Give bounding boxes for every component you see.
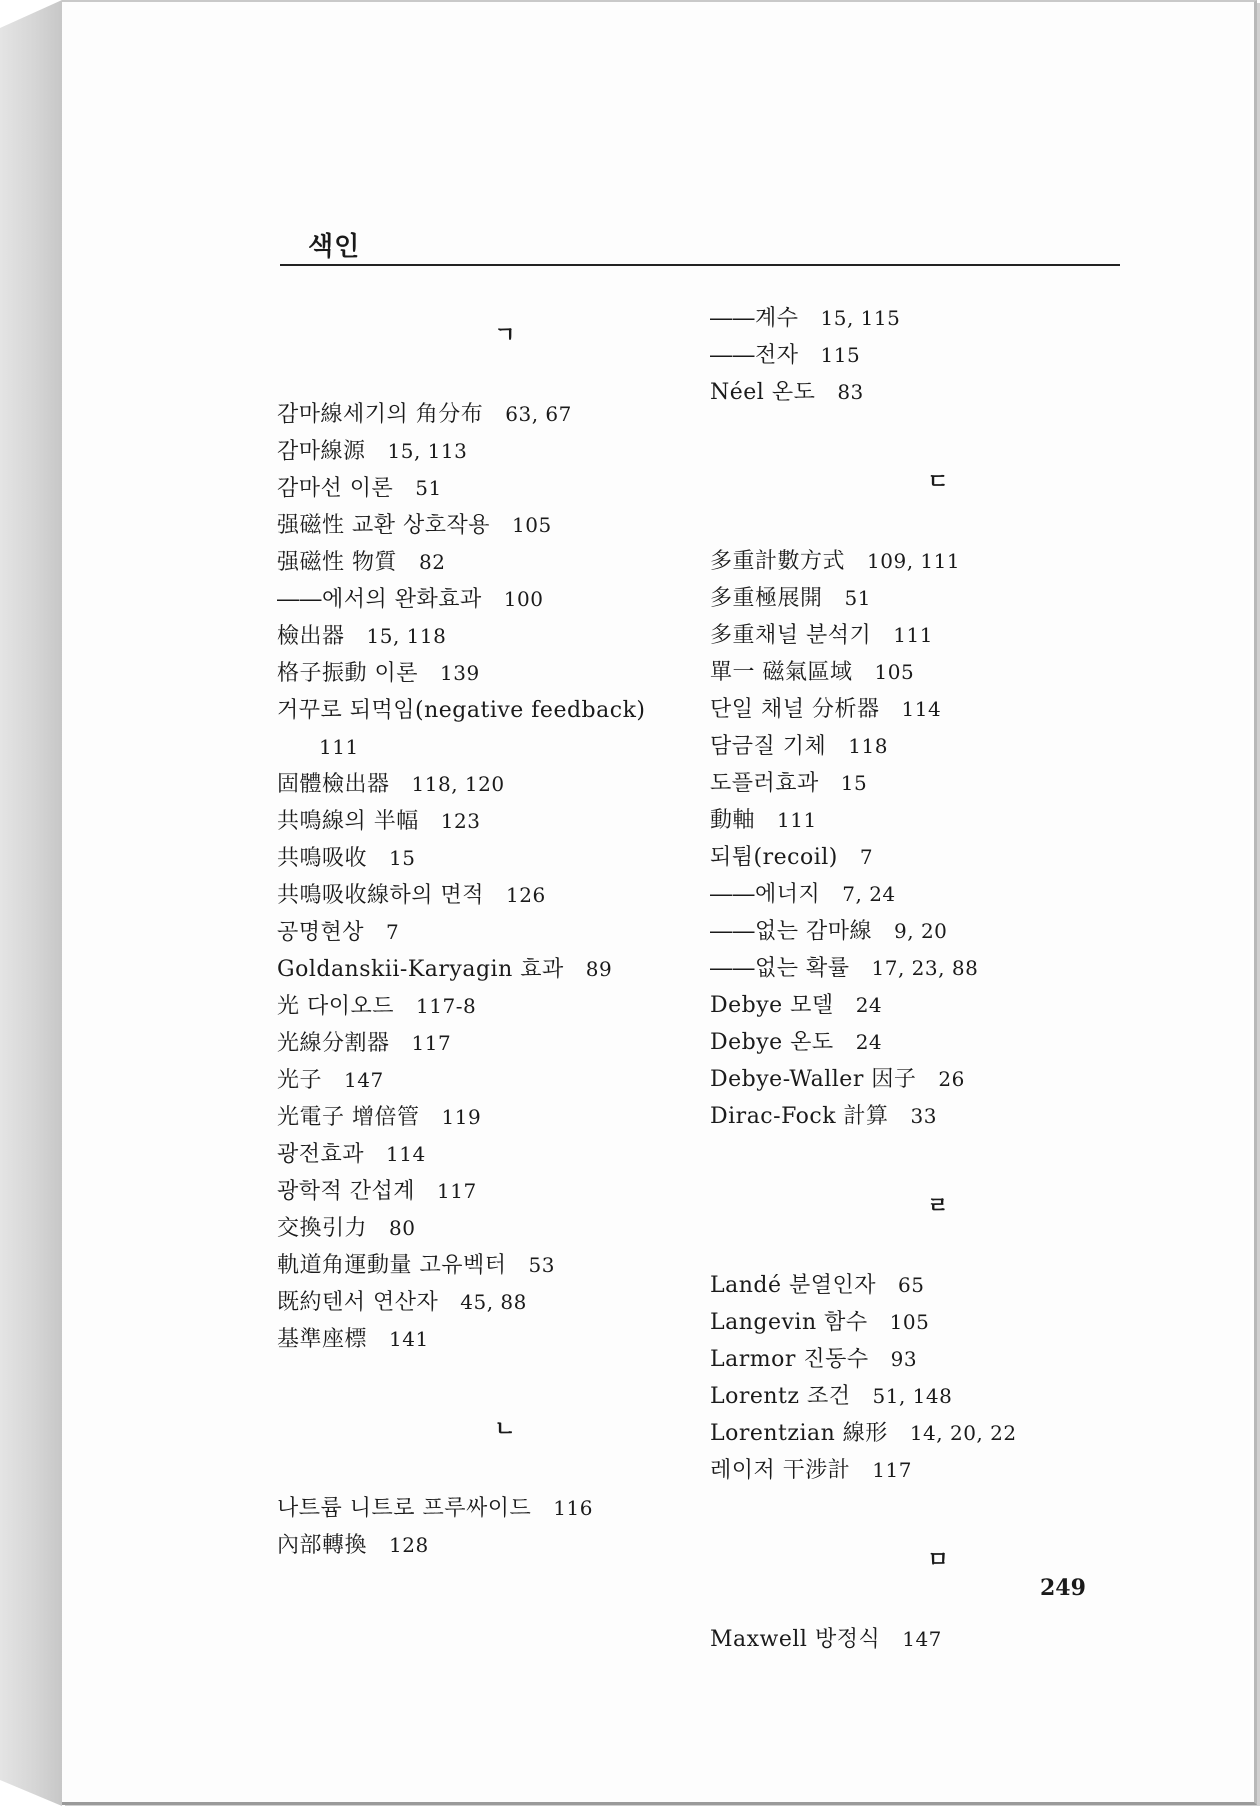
section-gap [708,1489,1128,1525]
index-term: Debye 온도 [710,1030,834,1055]
index-pages: 111 [319,735,359,759]
index-pages: 116 [553,1496,593,1520]
index-pages: 83 [837,380,864,404]
index-term: Néel 온도 [710,380,816,405]
index-term: 軌道角運動量 고유벡터 [277,1253,507,1278]
page-number: 249 [1040,1575,1086,1601]
index-pages: 7 [859,845,874,869]
index-term: Lorentz 조건 [710,1384,851,1409]
index-entry [275,1062,695,1099]
index-entry [708,691,1128,728]
index-entry [275,840,695,877]
index-pages: 15 [389,846,416,870]
index-pages: 141 [389,1327,429,1351]
index-pages: 118 [848,734,888,758]
index-entry-list [708,543,1128,1135]
index-term: 共鳴線의 半幅 [277,809,419,834]
index-term: 도플러효과 [710,771,819,796]
index-entry [275,470,695,507]
index-entry [275,618,695,655]
section-gap [275,1358,695,1394]
index-pages: 9, 20 [894,919,948,943]
index-pages: 51 [844,586,871,610]
index-section [708,1135,1128,1489]
index-entry-list [708,1621,1128,1658]
index-term: 광학적 간섭계 [277,1179,416,1204]
index-term: 나트륨 니트로 프루싸이드 [277,1496,532,1521]
index-pages: 15, 113 [387,439,468,463]
index-term: Landé 분열인자 [710,1273,876,1298]
index-entry [708,802,1128,839]
index-term: 强磁性 物質 [277,550,397,575]
index-entry [708,337,1128,374]
index-term: 多重計數方式 [710,549,846,574]
index-term: ――없는 확률 [710,956,850,981]
index-entry [275,1247,695,1284]
index-entry-list [708,1267,1128,1489]
index-entry [708,1267,1128,1304]
index-entry [708,876,1128,913]
page-header [280,220,1120,268]
index-pages: 17, 23, 88 [871,956,979,980]
index-term: 光 다이오드 [277,994,395,1019]
index-term: 레이저 干涉計 [710,1458,851,1483]
index-entry [275,877,695,914]
index-entry [708,617,1128,654]
index-pages: 117 [411,1031,452,1055]
index-entry [708,374,1128,411]
index-term: 光線分割器 [277,1031,390,1056]
index-term: 단일 채널 分析器 [710,697,880,722]
index-entry [708,1304,1128,1341]
index-entry-list [275,1490,695,1564]
index-entry [708,1024,1128,1061]
index-entry [275,655,695,692]
index-pages: 115 [820,343,861,367]
index-pages: 93 [890,1347,918,1371]
index-entry [275,1210,695,1247]
index-entry [708,913,1128,950]
index-entry [708,543,1128,580]
index-term: Lorentzian 線形 [710,1421,888,1446]
index-pages: 139 [440,661,480,685]
index-entry [708,1378,1128,1415]
index-term: 감마선 이론 [277,476,394,501]
index-entry [275,1099,695,1136]
index-term: Maxwell 방정식 [710,1627,881,1652]
index-entry [275,766,695,803]
index-term: Larmor 진동수 [710,1347,869,1372]
index-pages: 105 [889,1310,930,1334]
index-entry [275,507,695,544]
index-term: 감마線세기의 角分布 [277,402,484,427]
index-entry [275,1490,695,1527]
index-term [277,735,297,760]
index-pages: 119 [441,1105,482,1129]
index-pages: 111 [777,808,817,832]
index-term: ――계수 [710,306,799,331]
index-pages: 15, 118 [366,624,447,648]
index-term: 光電子 增倍管 [277,1105,420,1130]
index-pages: 147 [344,1068,384,1092]
section-letter: ㄷ [927,470,949,495]
index-term: 檢出器 [277,624,345,649]
index-entry [275,1136,695,1173]
index-pages: 24 [855,1030,883,1054]
index-pages: 80 [389,1216,416,1240]
index-pages: 114 [386,1142,426,1166]
index-pages: 7 [386,920,400,944]
index-pages: 51 [415,476,442,500]
index-pages: 65 [898,1273,925,1297]
index-term: 되튐(recoil) [710,845,838,870]
header-rule [280,264,1120,266]
index-term: Debye-Waller 因子 [710,1067,917,1092]
index-entry-list [708,300,1128,411]
index-term: 固體檢出器 [277,772,390,797]
index-term: 거꾸로 되먹임(negative feedback) [277,698,646,723]
index-entry [275,951,695,988]
index-term: Langevin 함수 [710,1310,868,1335]
index-pages: 14, 20, 22 [909,1421,1017,1445]
index-entry [275,433,695,470]
index-term: 單一 磁氣區域 [710,660,853,685]
index-pages: 147 [902,1627,942,1651]
index-term: 强磁性 교환 상호작용 [277,513,490,538]
section-gap [708,1135,1128,1171]
index-term: 既約텐서 연산자 [277,1290,439,1315]
index-entry [275,914,695,951]
index-term: 動軸 [710,808,756,833]
index-entry [275,396,695,433]
index-pages: 63, 67 [505,402,572,426]
index-entry [275,1527,695,1564]
index-pages: 117-8 [416,994,477,1018]
index-entry [708,654,1128,691]
page-title: 색인 [308,232,361,262]
section-letter: ㅁ [927,1548,949,1573]
index-entry [708,765,1128,802]
index-term: Dirac-Fock 計算 [710,1104,889,1129]
index-entry [275,692,695,729]
index-pages: 100 [503,587,544,611]
index-term: 多重極展開 [710,586,823,611]
index-section [275,300,695,1358]
index-pages: 118, 120 [411,772,505,796]
index-pages: 111 [893,623,933,647]
index-pages: 126 [506,883,546,907]
index-pages: 123 [440,809,481,833]
index-pages: 24 [855,993,883,1017]
index-column-right [708,300,1128,1658]
index-section [708,411,1128,1135]
index-pages: 26 [938,1067,965,1091]
index-pages: 117 [872,1458,912,1482]
index-entry [275,581,695,618]
index-entry [708,1452,1128,1489]
section-gap [708,519,1128,543]
section-letter: ㄴ [494,1417,516,1442]
index-term: Debye 모델 [710,993,834,1018]
index-term: Goldanskii-Karyagin 효과 [277,957,564,982]
index-entry [708,728,1128,765]
index-pages: 33 [910,1104,937,1128]
index-entry [275,1173,695,1210]
index-entry [708,580,1128,617]
index-entry [708,1341,1128,1378]
index-term: ――전자 [710,343,799,368]
index-term: 內部轉換 [277,1533,368,1558]
index-term: 공명현상 [277,920,365,945]
index-pages: 114 [901,697,942,721]
section-gap [275,1466,695,1490]
index-term: 多重채널 분석기 [710,623,872,648]
index-term: 共鳴吸收 [277,846,368,871]
index-term: 감마線源 [277,439,366,464]
index-entry [275,1284,695,1321]
index-term: 담금질 기체 [710,734,827,759]
index-pages: 105 [512,513,552,537]
index-column-left [275,300,695,1564]
index-pages: 7, 24 [842,882,896,906]
index-term: 共鳴吸收線하의 면적 [277,883,485,908]
index-term: 格子振動 이론 [277,661,418,686]
index-pages: 82 [419,550,446,574]
index-entry [275,988,695,1025]
index-term: 交換引力 [277,1216,368,1241]
index-term: ――에서의 완화효과 [277,587,482,612]
index-entry [275,1321,695,1358]
section-letter: ㄱ [494,323,516,348]
index-entry [708,839,1128,876]
index-pages: 89 [585,957,613,981]
index-entry [708,1415,1128,1452]
index-section [708,1489,1128,1658]
index-entry-list [275,396,695,1358]
index-pages: 128 [389,1533,429,1557]
section-gap [275,372,695,396]
index-entry [708,1061,1128,1098]
index-pages: 117 [437,1179,477,1203]
index-entry [708,1621,1128,1658]
index-pages: 53 [528,1253,555,1277]
index-section [708,300,1128,411]
index-section [275,1358,695,1564]
index-entry [708,950,1128,987]
index-entry [275,803,695,840]
section-gap [708,411,1128,447]
index-pages: 109, 111 [867,549,961,573]
index-term: 광전효과 [277,1142,365,1167]
index-entry [708,1098,1128,1135]
index-pages: 15, 115 [820,306,901,330]
index-entry [275,1025,695,1062]
index-pages: 15 [840,771,868,795]
section-letter: ㄹ [927,1194,949,1219]
index-entry [708,987,1128,1024]
index-pages: 45, 88 [460,1290,527,1314]
index-term: ――에너지 [710,882,821,907]
index-entry [708,300,1128,337]
section-gap [708,1243,1128,1267]
book-spine-edge [0,0,62,1806]
index-term: 基準座標 [277,1327,368,1352]
index-term: 光子 [277,1068,323,1093]
index-entry [275,544,695,581]
index-pages: 105 [874,660,915,684]
index-pages: 51, 148 [872,1384,953,1408]
index-entry [275,729,695,766]
index-term: ――없는 감마線 [710,919,873,944]
